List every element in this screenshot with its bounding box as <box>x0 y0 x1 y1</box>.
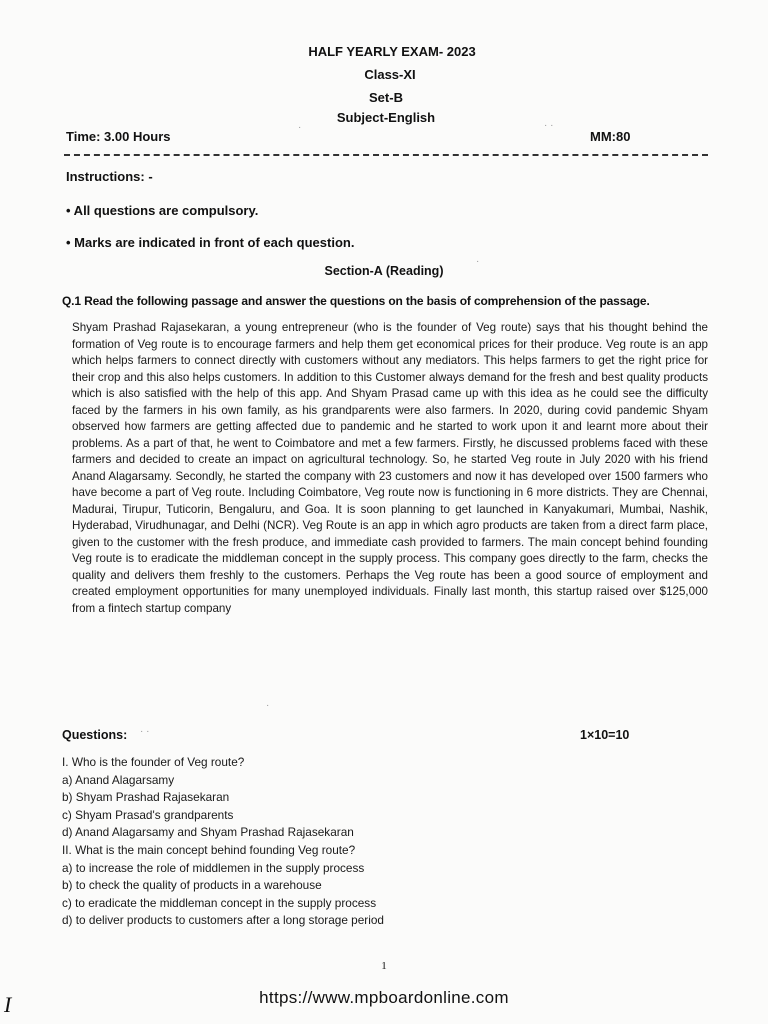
questions-heading: Questions: <box>62 728 128 742</box>
option-line: b) Shyam Prashad Rajasekaran <box>62 790 230 805</box>
page-number: 1 <box>381 960 387 972</box>
header-divider <box>64 154 708 156</box>
footer-url[interactable]: https://www.mpboardonline.com <box>259 988 509 1007</box>
instructions-title: Instructions: - <box>66 169 153 184</box>
exam-title: HALF YEARLY EXAM- 2023 <box>308 44 476 59</box>
option-line: b) to check the quality of products in a warehouse <box>62 878 322 893</box>
reading-passage: Shyam Prashad Rajasekaran, a young entrepreneur (who is the founder of Veg route) says that his thought behind the formation of Veg route is to encourage farmers and help them get economical prices for their produce. Veg route is an app which helps farmers to connect directly with customers without any mediators. This helps farmers to get the right price for their crop and this also helps customers. In addition to this Customer always demand for the fresh and best quality products which is also satisfied with the help of this app. And Shyam Prasad came up with this idea as he could see the difficulty faced by the farmers in his own family, as his grandparents were also farmers. In 2020, during covid pandemic Shyam observed how farmers are getting affected due to pandemic and he started to work upon it and learnt more about their problems. As a part of that, he went to Coimbatore and met a few farmers. Firstly, he discussed problems faced with these farmers and decided to create an impact on agricultural technology. So, he started Veg route in July 2020 with his friend Anand Alagarsamy. Secondly, he started the company with 23 customers and now it has developed over 1500 farmers who have become a part of Veg route. Including Coimbatore, Veg route now is functioning in 6 more districts. They are Chennai, Madurai, Tirupur, Tuticorin, Bengaluru, and Goa. It is soon planning to get launched in Kanyakumari, Mumbai, Nashik, Hyderabad, Virudhunagar, and Delhi (NCR). Veg Route is an app in which agro products are taken from a direct farm place, given to the customer with the fresh produce, and immediate cash provided to farmers. The main concept behind founding Veg route is to eradicate the middleman concept in the supply process. This company goes directly to the farm, checks the quality and delivers them freshly to the customers. Perhaps the Veg route has been a good source of employment and created employment opportunities for many unemployed individuals. Finally last month, this startup raised over $125,000 from a fintech startup company <box>72 321 708 615</box>
set-label: Set-B <box>369 90 403 105</box>
max-marks: MM:80 <box>590 129 631 144</box>
question-1-prompt: Q.1 Read the following passage and answer the questions on the basis of comprehension of the passage. <box>62 294 650 308</box>
time-label: Time: 3.00 Hours <box>66 129 171 144</box>
option-line: d) to deliver products to customers after a long storage period <box>62 913 384 928</box>
option-line: c) Shyam Prasad's grandparents <box>62 807 234 822</box>
question-list <box>62 754 662 930</box>
text-cursor-icon: I <box>4 992 12 1017</box>
scan-speck: · <box>266 700 270 711</box>
option-line: d) Anand Alagarsamy and Shyam Prashad Rajasekaran <box>62 825 354 840</box>
option-line: c) to eradicate the middleman concept in the supply process <box>62 895 377 910</box>
questions-marks: 1×10=10 <box>580 728 630 742</box>
question-line: I. Who is the founder of Veg route? <box>62 755 245 769</box>
question-line: II. What is the main concept behind founding Veg route? <box>62 842 356 857</box>
subject-label: Subject-English <box>336 110 436 125</box>
scan-speck: · · <box>544 120 554 131</box>
option-line: a) Anand Alagarsamy <box>62 772 175 787</box>
instruction-item: • Marks are indicated in front of each question. <box>66 235 355 250</box>
option-line: a) to increase the role of middlemen in the supply process <box>62 860 365 875</box>
scan-speck: · <box>298 122 302 133</box>
instruction-item: • All questions are compulsory. <box>66 203 259 218</box>
scan-speck: · · <box>140 726 150 737</box>
section-title: Section-A (Reading) <box>324 264 444 278</box>
scan-speck: · <box>476 256 480 267</box>
class-label: Class-XI <box>364 67 416 82</box>
